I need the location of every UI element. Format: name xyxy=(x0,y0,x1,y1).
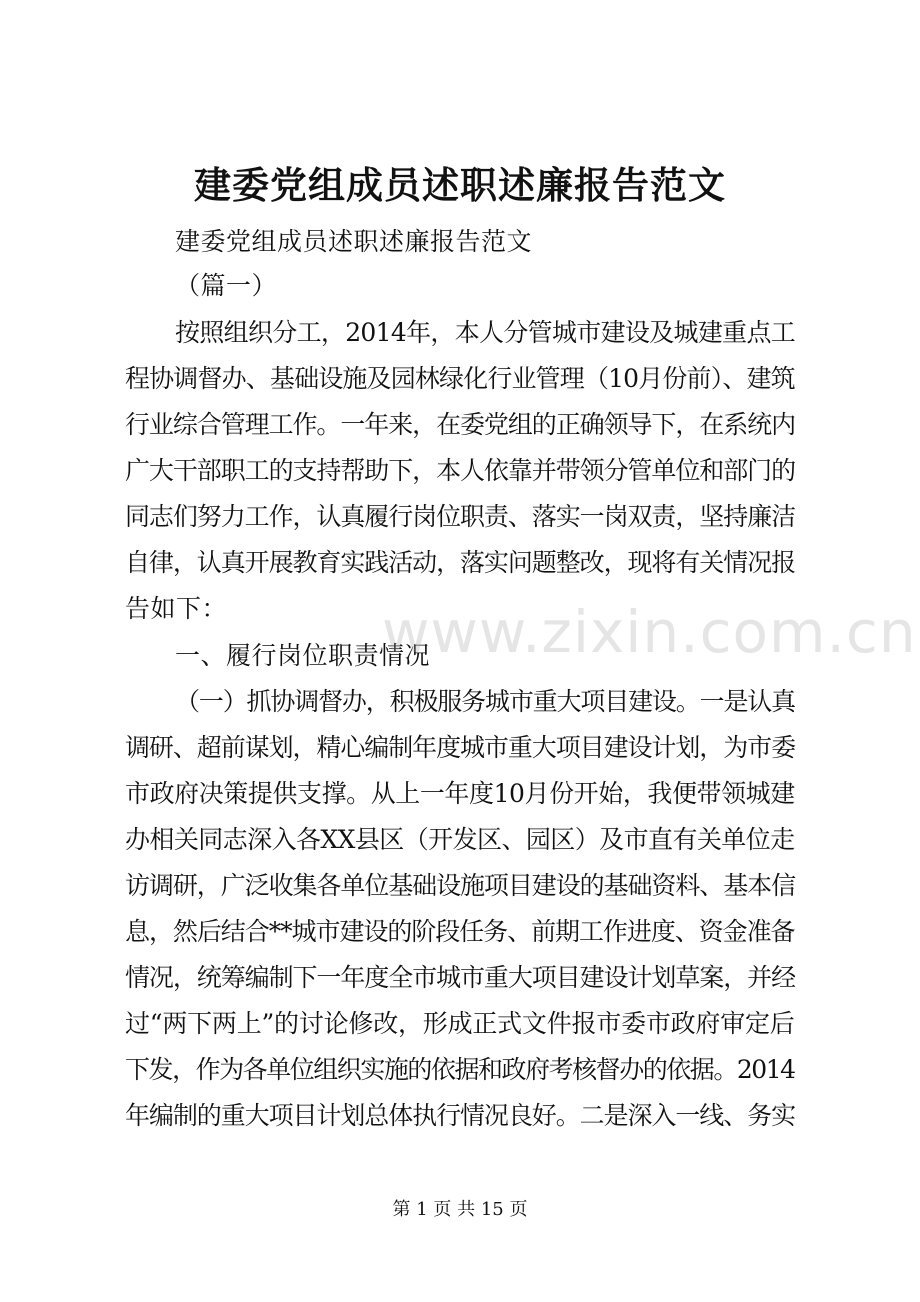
body-line: 情况，统筹编制下一年度全市城市重大项目建设计划草案，并经 xyxy=(125,963,796,992)
body-line: 告如下： xyxy=(125,594,228,623)
subtitle-line: 建委党组成员述职述廉报告范文 xyxy=(175,227,533,256)
body-line: 自律，认真开展教育实践活动，落实问题整改，现将有关情况报 xyxy=(125,548,796,577)
body-line: （一）抓协调督办，积极服务城市重大项目建设。一是认真 xyxy=(175,687,796,716)
body-line: 年编制的重大项目计划总体执行情况良好。二是深入一线、务实 xyxy=(125,1101,796,1130)
section-heading: 一、履行岗位职责情况 xyxy=(175,641,431,670)
body-line: 息，然后结合**城市建设的阶段任务、前期工作进度、资金准备 xyxy=(125,917,795,946)
body-line: 广大干部职工的支持帮助下，本人依靠并带领分管单位和部门的 xyxy=(125,456,796,485)
body-line: 访调研，广泛收集各单位基础设施项目建设的基础资料、基本信 xyxy=(125,871,796,900)
body-line: 下发，作为各单位组织实施的依据和政府考核督办的依据。2014 xyxy=(125,1055,795,1084)
page-footer: 第 1 页 共 15 页 xyxy=(392,1199,528,1220)
body-line: 程协调督办、基础设施及园林绿化行业管理（10月份前）、建筑 xyxy=(125,364,795,393)
body-line: 过“两下两上”的讨论修改，形成正式文件报市委市政府审定后 xyxy=(125,1009,795,1038)
body-line: 市政府决策提供支撑。从上一年度10月份开始，我便带领城建 xyxy=(125,779,795,808)
section-label: （篇一） xyxy=(175,271,278,300)
body-line: 办相关同志深入各XX县区（开发区、园区）及市直有关单位走 xyxy=(125,825,795,854)
watermark: www.zixin.com.cn xyxy=(382,598,917,666)
body-line: 调研、超前谋划，精心编制年度城市重大项目建设计划，为市委 xyxy=(125,733,796,762)
document-title: 建委党组成员述职述廉报告范文 xyxy=(194,163,726,207)
body-line: 行业综合管理工作。一年来，在委党组的正确领导下，在系统内 xyxy=(125,410,796,439)
body-line: 同志们努力工作，认真履行岗位职责、落实一岗双责，坚持廉洁 xyxy=(125,502,796,531)
body-line: 按照组织分工，2014年，本人分管城市建设及城建重点工 xyxy=(175,318,796,347)
